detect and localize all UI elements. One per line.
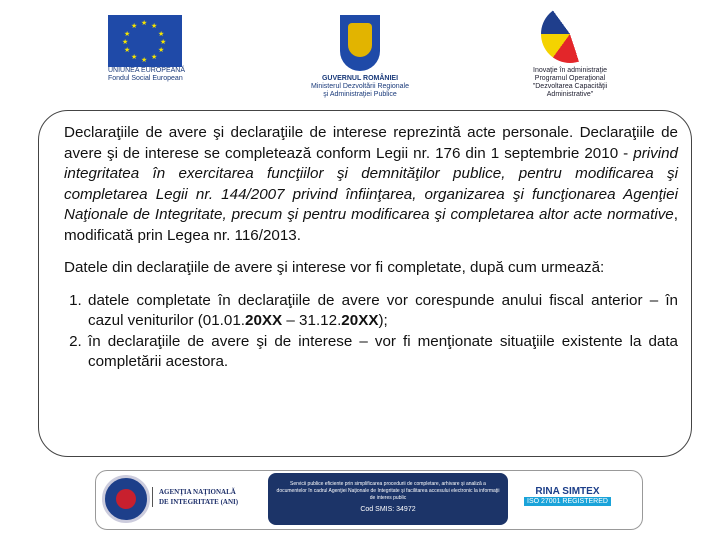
list-item: 2. în declaraţiile de avere şi de interese – vor fi menţionate situaţiile existente la data completării acestora. [86,332,678,373]
rina-name: RINA SIMTEX [535,486,600,497]
ministry-label: Ministerul Dezvoltării Regionale [310,83,410,90]
poca-logo [520,5,620,99]
text: – 31.12. [282,312,342,329]
year: 20XX [341,312,379,329]
ani-line-1: AGENŢIA NAŢIONALĂ [159,488,236,496]
rules-list [64,291,678,373]
eu-label: UNIUNEA EUROPEANĂ [108,67,186,74]
paragraph-law [64,123,678,246]
eu-logo [108,15,188,83]
ani-name [152,487,238,507]
rina-logo [524,486,611,506]
poca-label-2: Programul Operaţional [534,75,606,82]
smis-code: Cod SMIS: 34972 [360,506,416,513]
gov-label: GUVERNUL ROMÂNIEI [321,75,399,82]
project-banner [268,473,508,525]
footer-banner [95,470,643,530]
year: 20XX [245,312,283,329]
text: datele completate în declaraţiile de avere vor corespunde anului fiscal anterior – în cazul veniturilor (01.01. [88,291,678,329]
text: ); [378,312,388,329]
text: , modificată prin Legea nr. 116/2013. [64,206,678,244]
coat-of-arms-icon [340,15,380,71]
eu-fund-label: Fondul Social European [108,75,183,82]
paragraph-intro: Datele din declaraţiile de avere şi interese vor fi completate, după cum urmează: [64,259,605,276]
eu-flag-icon: ★ ★ ★ ★ ★ ★ ★ ★ ★ ★ ★ ★ [108,15,182,67]
ani-line-2: DE INTEGRITATE (ANI) [159,498,239,506]
list-item [86,291,678,332]
poca-label-3: "Dezvoltarea Capacităţii [532,83,608,90]
iso-badge: ISO 27001 REGISTERED [524,497,611,506]
government-logo [300,15,420,99]
law-title: privind integritatea în exercitarea funcţiilor şi demnităţilor publice, pentru modificarea şi completarea Legii nr. 144/2007 privind înfiinţarea, organizarea şi funcţionarea Agenţiei Naţionale de Integritate, precum şi pentru modificarea şi completarea altor acte normative [64,144,678,223]
text: Declaraţiile de avere şi declaraţiile de interese reprezintă acte personale. Declaraţiile de avere şi de interese se completează conform Legii nr. 176 din 1 septembrie 2010 - [64,124,678,162]
poca-emblem-icon [541,5,599,63]
poca-label-4: Administrative" [546,91,594,98]
ani-logo-icon [102,475,150,523]
poca-label-1: Inovaţie în administraţie [533,67,607,74]
content-text [64,123,678,373]
project-description: Servicii publice eficiente prin simplificarea procedurii de completare, arhivare şi analiză a documentelor în cadrul Agenţiei Naţionale de Integritate şi facilitarea accesului electronic la informaţii de interes public [276,481,500,501]
ministry-label-2: şi Administraţiei Publice [323,91,397,98]
